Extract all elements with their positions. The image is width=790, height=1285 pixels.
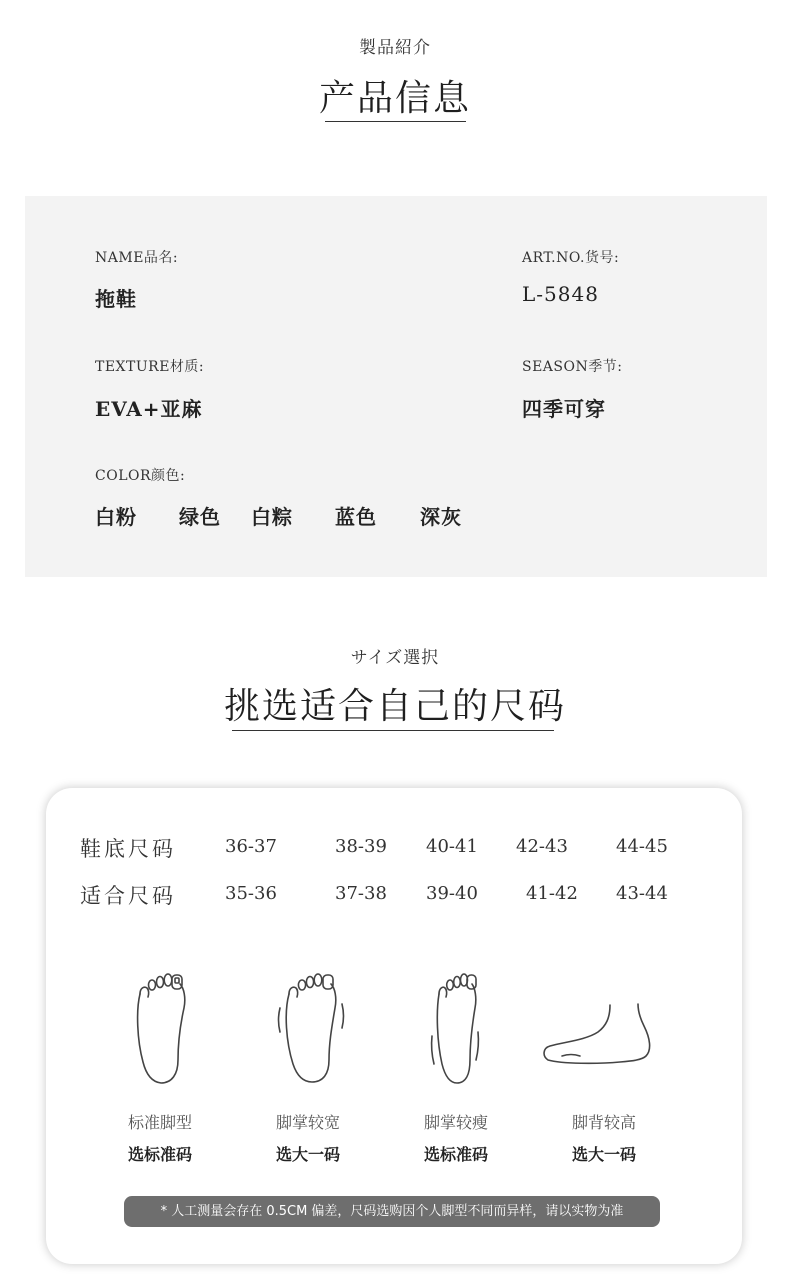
foot-type-tip: 选标准码 bbox=[127, 1145, 192, 1164]
color-option: 深灰 bbox=[420, 505, 462, 529]
title-underline bbox=[232, 730, 554, 731]
foot-type-tip: 选大一码 bbox=[571, 1145, 636, 1164]
foot-type-name: 脚掌较瘦 bbox=[423, 1113, 488, 1132]
sole-size-value: 38-39 bbox=[335, 836, 387, 857]
foot-type-name: 脚背较高 bbox=[571, 1113, 636, 1132]
sole-size-value: 44-45 bbox=[616, 836, 668, 857]
foot-type-name: 脚掌较宽 bbox=[275, 1113, 340, 1132]
fit-size-value: 41-42 bbox=[526, 883, 578, 904]
foot-type-tip: 选标准码 bbox=[423, 1145, 488, 1164]
sole-size-value: 40-41 bbox=[426, 836, 478, 857]
color-option: 绿色 bbox=[179, 505, 221, 529]
wide-foot-icon bbox=[275, 970, 350, 1090]
season-label: SEASON季节: bbox=[522, 359, 623, 375]
sole-size-value: 36-37 bbox=[225, 836, 277, 857]
narrow-foot-icon bbox=[425, 970, 495, 1090]
product-section-subtitle: 製品紹介 bbox=[359, 38, 431, 58]
foot-type-tip: 选大一码 bbox=[275, 1145, 340, 1164]
size-section-subtitle: サイズ選択 bbox=[350, 648, 440, 668]
sole-size-value: 42-43 bbox=[516, 836, 568, 857]
color-option: 白粽 bbox=[251, 505, 293, 529]
season-value: 四季可穿 bbox=[522, 397, 606, 421]
name-label: NAME品名: bbox=[95, 250, 179, 266]
art-number-value: L-5848 bbox=[522, 282, 599, 306]
foot-type-name: 标准脚型 bbox=[127, 1113, 192, 1132]
standard-foot-icon bbox=[128, 970, 198, 1090]
color-option: 白粉 bbox=[95, 505, 137, 529]
product-section-title: 产品信息 bbox=[318, 78, 471, 119]
fit-size-value: 43-44 bbox=[616, 883, 668, 904]
title-underline bbox=[325, 121, 466, 122]
color-label: COLOR颜色: bbox=[95, 468, 186, 484]
fit-size-value: 39-40 bbox=[426, 883, 478, 904]
size-section-title: 挑选适合自己的尺码 bbox=[223, 686, 566, 727]
fit-size-label: 适合尺码 bbox=[80, 884, 176, 908]
color-option: 蓝色 bbox=[335, 505, 377, 529]
texture-label: TEXTURE材质: bbox=[95, 359, 205, 375]
high-instep-foot-icon bbox=[540, 1000, 655, 1070]
measurement-note: * 人工测量会存在 0.5CM 偏差，尺码选购因个人脚型不同而异样，请以实物为准 bbox=[124, 1196, 660, 1227]
name-value: 拖鞋 bbox=[95, 287, 137, 311]
sole-size-label: 鞋底尺码 bbox=[80, 837, 176, 861]
art-number-label: ART.NO.货号: bbox=[522, 250, 620, 266]
fit-size-value: 37-38 bbox=[335, 883, 387, 904]
fit-size-value: 35-36 bbox=[225, 883, 277, 904]
texture-value: EVA+亚麻 bbox=[95, 397, 203, 421]
